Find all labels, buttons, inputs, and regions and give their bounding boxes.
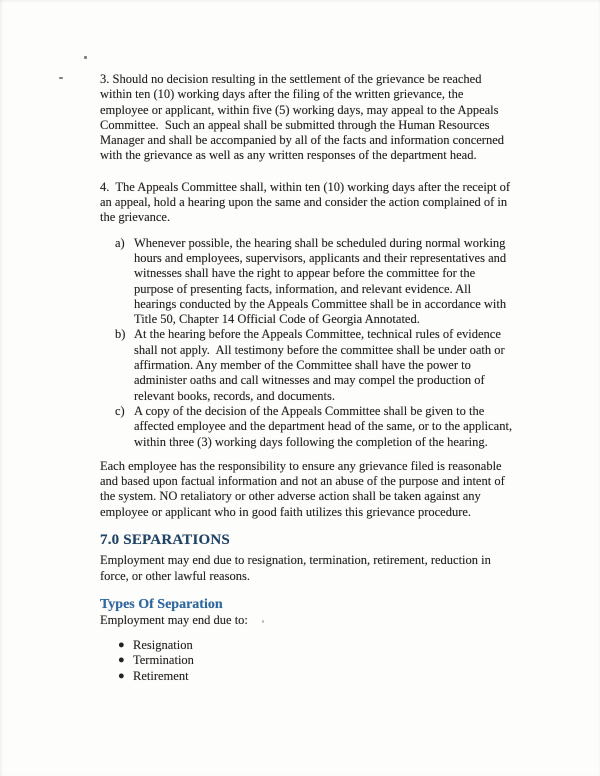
separations-intro: Employment may end due to resignation, termination, retirement, reduction in force, or other lawful reasons. [100,553,494,583]
bullet-icon: ● [118,669,125,682]
list-item-c [115,404,514,450]
types-of-separation-intro: Employment may end due to: [100,613,248,628]
list-item-label: c) [115,403,125,418]
list-item-text: Termination [133,653,194,667]
list-item-text: Whenever possible, the hearing shall be scheduled during normal working hours and employees, supervisors, applicants and their representatives and witnesses shall have the right to appear before the committee for the purpose of presenting facts, information, and relevant evidence. All hearings conducted by the Appeals Committee shall be in accordance with Title 50, Chapter 14 Official Code of Georgia Annotated. [134,235,510,327]
section-heading-separations: 7.0 SEPARATIONS [100,532,230,549]
appeals-hearing-list [115,236,514,450]
grievance-paragraph-4: 4. The Appeals Committee shall, within ten (10) working days after the receipt of an appeal, hold a hearing upon the same and consider the action complained of in the grievance. [100,179,514,225]
subsection-heading-types-of-separation: Types Of Separation [100,596,223,612]
list-item-label: a) [115,235,125,250]
separation-types-list [118,638,514,685]
list-item [118,653,514,669]
grievance-closing-paragraph: Each employee has the responsibility to ensure any grievance filed is reasonable and based upon factual information and not an abuse of the purpose and intent of the system. NO retaliatory or other adverse action shall be taken against any employee or applicant who in good faith utilizes this grievance procedure. [100,458,508,519]
list-item-label: b) [115,327,126,342]
list-item-text: Retirement [133,668,189,683]
grievance-paragraph-3: 3. Should no decision resulting in the settlement of the grievance be reached within ten (10) working days after the filing of the written grievance, the employee or applicant, within five (5) working days, may appeal to the Appeals Committee. Such an appeal shall be submitted through the Human Resources Manager and shall be accompanied by all of the facts and information concerned with the grievance as well as any written responses of the department head. [100,72,508,163]
bullet-icon: ● [118,654,125,666]
bullet-icon: ● [118,638,125,651]
list-item-a [115,236,514,328]
list-item [118,669,514,685]
list-item-text: At the hearing before the Appeals Committee, technical rules of evidence shall not apply. All testimony before the committee shall be under oath or affirmation. Any member of the Committee shall have the power to administer oaths and call witnesses and may compel the production of relevant books, records, and documents. [134,327,508,403]
list-item-text: Resignation [133,637,193,652]
list-item [118,638,514,654]
list-item-b [115,327,514,403]
list-item-text: A copy of the decision of the Appeals Committee shall be given to the affected employee and the department head of the same, or to the applicant, within three (3) working days following the completion of the hearing. [134,403,516,449]
